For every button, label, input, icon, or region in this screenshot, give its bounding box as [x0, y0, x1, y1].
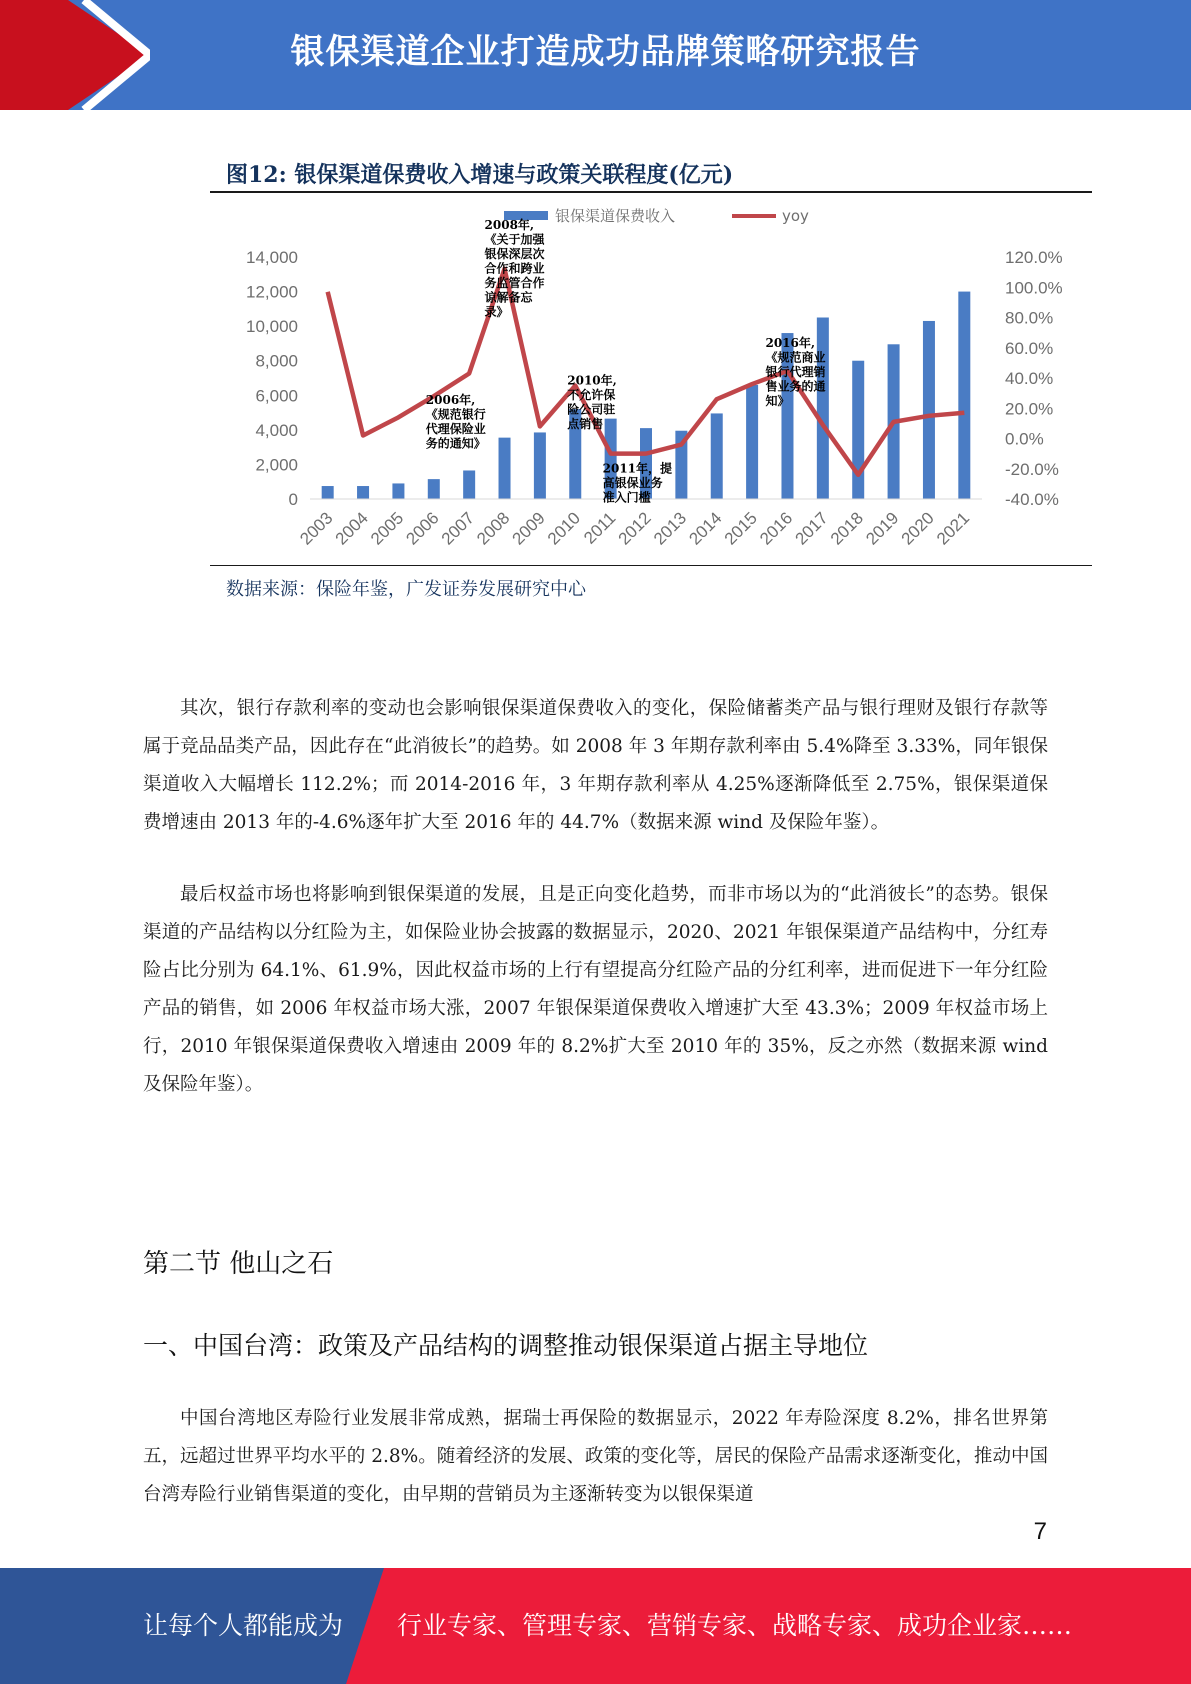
- annotation-line: 2016年,: [765, 335, 816, 350]
- annotation-line: 合作和跨业: [484, 261, 545, 276]
- y-left-tick-label: 6,000: [255, 386, 298, 406]
- annotation-line: 银行代理销: [765, 364, 826, 379]
- x-tick-label: 2016: [756, 508, 797, 549]
- y-right-tick-label: 120.0%: [1005, 248, 1063, 267]
- paragraph-taiwan: 中国台湾地区寿险行业发展非常成熟，据瑞士再保险的数据显示，2022 年寿险深度 8.2%，排名世界第五，远超过世界平均水平的 2.8%。随着经济的发展、政策的变化等，居民的保险产品需求逐渐变化，推动中国台湾寿险行业销售渠道的变化，由早期的营销员为主逐渐转变为以银保渠道: [143, 1408, 1048, 1505]
- bar: [499, 438, 511, 499]
- figure-bottom-rule: [210, 565, 1092, 566]
- x-tick-label: 2017: [791, 508, 832, 549]
- annotation-line: 准入门槛: [602, 490, 651, 505]
- report-title: 银保渠道企业打造成功品牌策略研究报告: [290, 32, 921, 72]
- annotation-line: 务监管合作: [484, 275, 545, 290]
- bar: [322, 486, 334, 499]
- y-left-tick-label: 14,000: [246, 248, 298, 267]
- annotation-line: 2010年,: [567, 373, 617, 388]
- bar: [852, 361, 864, 499]
- annotation-line: 高银保业务: [602, 476, 663, 491]
- annotation-line: 知》: [765, 393, 790, 408]
- chart-annotation-2008: [485, 217, 546, 319]
- bar: [923, 321, 935, 499]
- bar: [817, 318, 829, 500]
- y-right-tick-label: -40.0%: [1005, 490, 1059, 509]
- report-header: [0, 0, 1191, 110]
- x-tick-label: 2003: [296, 508, 337, 549]
- annotation-line: 2008年,: [484, 217, 535, 232]
- x-tick-label: 2019: [862, 508, 903, 549]
- y-right-tick-label: 100.0%: [1005, 278, 1063, 298]
- x-tick-label: 2020: [897, 508, 938, 549]
- y-right-tick-label: 0.0%: [1005, 429, 1044, 449]
- legend-label-bars: 银保渠道保费收入: [555, 207, 676, 225]
- bar: [357, 486, 369, 499]
- annotation-line: 点销售: [567, 417, 604, 432]
- annotation-line: 险公司驻: [567, 402, 616, 417]
- x-tick-label: 2009: [508, 508, 549, 549]
- x-tick-label: 2007: [437, 508, 478, 549]
- paragraph-deposit-rate: 其次，银行存款利率的变动也会影响银保渠道保费收入的变化，保险储蓄类产品与银行理财及银行存款等属于竞品品类产品，因此存在“此消彼长”的趋势。如 2008 年 3 年期存款利率由 5.4%降至 3.33%，同年银保渠道收入大幅增长 112.2%；而 2014-2016 年，3 年期存款利率从 4.25%逐渐降低至 2.75%，银保渠道保费增速由 2013 年的-4.6%逐年扩大至 2016 年的 44.7%（数据来源 wind 及保险年鉴）。: [143, 698, 1048, 833]
- x-tick-label: 2008: [473, 508, 514, 549]
- y-right-tick-label: 60.0%: [1005, 338, 1054, 358]
- annotation-line: 银保深层次: [484, 246, 545, 261]
- bar: [428, 479, 440, 499]
- x-tick-label: 2012: [614, 508, 655, 549]
- chart-annotation-2011: [603, 461, 672, 505]
- bar-line-chart: [210, 200, 1092, 565]
- figure-source: 数据来源：保险年鉴，广发证券发展研究中心: [226, 579, 586, 600]
- y-left-tick-label: 8,000: [255, 351, 298, 371]
- annotation-line: 《关于加强: [484, 232, 545, 247]
- footer-slogan-right: 行业专家、管理专家、营销专家、战略专家、成功企业家……: [397, 1611, 1073, 1640]
- bar: [463, 470, 475, 499]
- y-right-tick-label: 80.0%: [1005, 308, 1054, 328]
- annotation-line: 代理保险业: [425, 422, 486, 437]
- x-tick-label: 2004: [331, 508, 372, 549]
- x-tick-label: 2010: [543, 508, 585, 549]
- y-left-tick-label: 0: [288, 490, 298, 509]
- y-right-tick-label: -20.0%: [1005, 459, 1059, 479]
- x-tick-label: 2021: [932, 508, 974, 549]
- annotation-line: 谅解备忘: [484, 290, 533, 305]
- y-right-tick-label: 40.0%: [1005, 369, 1054, 388]
- x-tick-label: 2005: [367, 508, 408, 549]
- figure-title: 图12: 银保渠道保费收入增速与政策关联程度(亿元): [226, 162, 734, 188]
- chart-annotation-2006: [426, 392, 486, 451]
- x-tick-label: 2006: [402, 508, 443, 549]
- annotation-line: 务的通知》: [425, 436, 486, 451]
- bar: [711, 413, 723, 499]
- y-left-tick-label: 2,000: [255, 455, 298, 475]
- footer-slogan-left: 让每个人都能成为: [143, 1611, 344, 1640]
- annotation-line: 不允许保: [567, 388, 616, 403]
- annotation-line: 2011年，提: [602, 461, 673, 476]
- chart-annotation-2016: [765, 335, 825, 408]
- bar: [392, 483, 404, 499]
- bar: [534, 432, 546, 499]
- paragraph-equity-market: 最后权益市场也将影响到银保渠道的发展，且是正向变化趋势，而非市场以为的“此消彼长”的态势。银保渠道的产品结构以分红险为主，如保险业协会披露的数据显示，2020、2021 年银保渠道产品结构中，分红寿险占比分别为 64.1%、61.9%，因此权益市场的上行有望提高分红险产品的分红利率，进而促进下一年分红险产品的销售，如 2006 年权益市场大涨，2007 年银保渠道保费收入增速扩大至 43.3%；2009 年权益市场上行，2010 年银保渠道保费收入增速由 2009 年的 8.2%扩大至 2010 年的 35%，反之亦然（数据来源 wind 及保险年鉴）。: [143, 884, 1048, 1095]
- x-tick-label: 2015: [720, 508, 761, 549]
- paragraph-taiwan-wrapper: [143, 1400, 1048, 1548]
- bar: [746, 385, 758, 499]
- annotation-line: 2006年,: [425, 393, 476, 408]
- section-title: 第二节 他山之石: [143, 1249, 334, 1279]
- x-tick-label: 2013: [650, 508, 691, 549]
- page-number: 7: [1033, 1518, 1047, 1545]
- annotation-line: 《规范银行: [425, 407, 486, 422]
- x-tick-label: 2014: [685, 508, 726, 549]
- body-content: [143, 690, 1048, 1138]
- figure-top-rule: [210, 191, 1092, 193]
- annotation-line: 《规范商业: [765, 350, 826, 365]
- subsection-title: 一、中国台湾：政策及产品结构的调整推动银保渠道占据主导地位: [143, 1331, 869, 1360]
- y-right-tick-label: 20.0%: [1005, 399, 1054, 419]
- chart-legend: [504, 207, 809, 225]
- report-footer: [0, 1568, 1191, 1684]
- y-left-tick-label: 12,000: [246, 282, 298, 302]
- x-tick-label: 2018: [826, 508, 868, 549]
- x-tick-label: 2011: [580, 508, 620, 548]
- annotation-line: 录》: [484, 304, 509, 319]
- y-left-tick-label: 10,000: [246, 317, 298, 337]
- legend-label-yoy: yoy: [782, 207, 809, 225]
- bar: [958, 292, 970, 499]
- annotation-line: 售业务的通: [765, 379, 826, 394]
- y-left-tick-label: 4,000: [255, 420, 298, 440]
